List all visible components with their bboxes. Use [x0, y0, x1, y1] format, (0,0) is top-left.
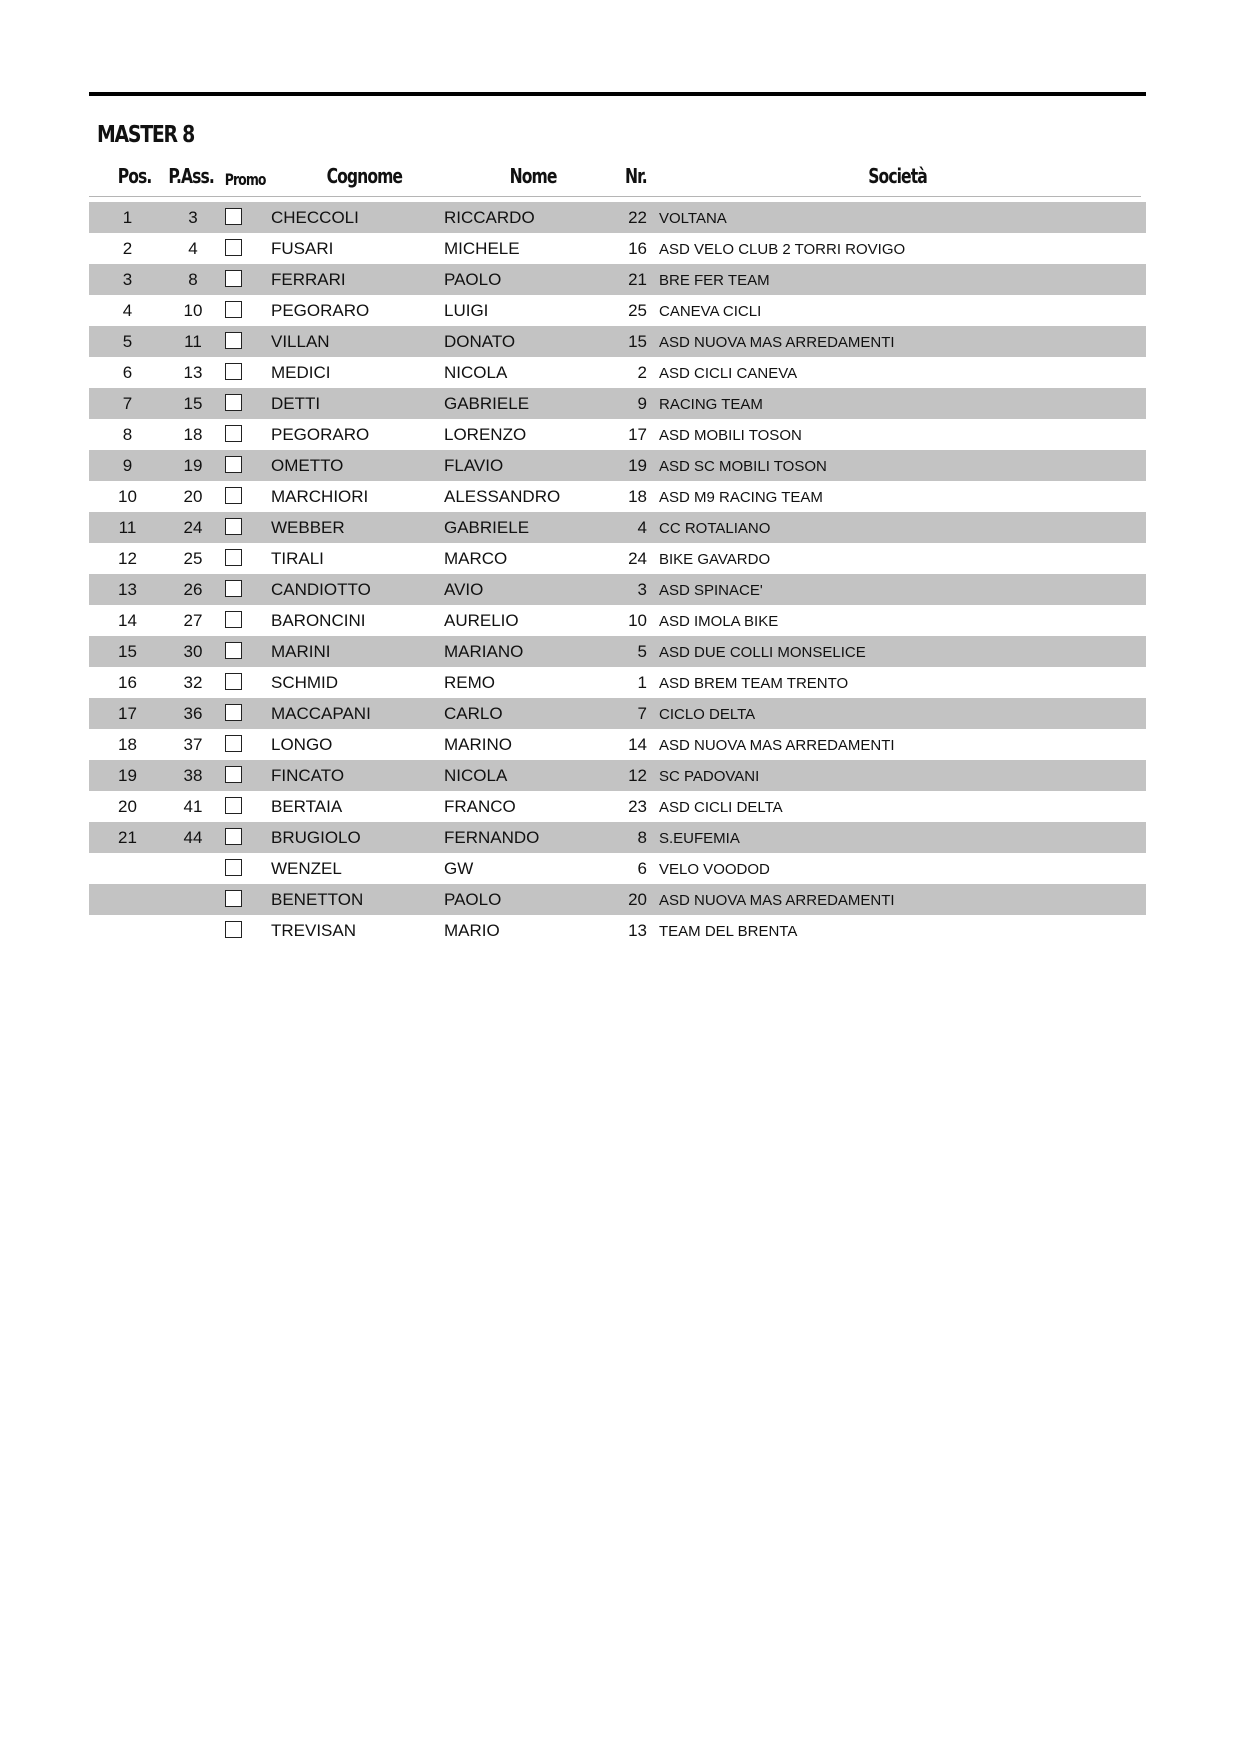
promo-checkbox[interactable]: [225, 580, 242, 597]
pos-cell: 14: [118, 611, 137, 630]
pos-cell: 13: [118, 580, 137, 599]
pass-cell: 25: [183, 549, 203, 568]
pass-cell: 19: [183, 456, 203, 475]
nome-cell: MICHELE: [444, 239, 520, 258]
societa-cell: ASD NUOVA MAS ARREDAMENTI: [659, 892, 895, 909]
nr-cell: 20: [628, 890, 647, 909]
nome-cell: MARCO: [444, 549, 508, 568]
table-row: [89, 264, 1146, 295]
nr-cell: 9: [637, 394, 647, 413]
nome-cell: AURELIO: [444, 611, 519, 630]
promo-checkbox[interactable]: [225, 518, 242, 535]
promo-checkbox[interactable]: [225, 456, 242, 473]
societa-cell: BIKE GAVARDO: [659, 551, 771, 568]
nome-cell: NICOLA: [444, 766, 508, 785]
promo-checkbox[interactable]: [225, 270, 242, 287]
societa-cell: ASD NUOVA MAS ARREDAMENTI: [659, 334, 895, 351]
societa-cell: ASD M9 RACING TEAM: [659, 489, 823, 506]
nome-cell: LORENZO: [444, 425, 527, 444]
pass-cell: 38: [183, 766, 203, 785]
nr-cell: 3: [637, 580, 647, 599]
societa-cell: ASD IMOLA BIKE: [659, 613, 779, 630]
nr-cell: 23: [628, 797, 647, 816]
promo-checkbox[interactable]: [225, 332, 242, 349]
promo-checkbox[interactable]: [225, 487, 242, 504]
societa-cell: ASD NUOVA MAS ARREDAMENTI: [659, 737, 895, 754]
nr-cell: 24: [628, 549, 647, 568]
promo-checkbox[interactable]: [225, 301, 242, 318]
cognome-cell: OMETTO: [271, 456, 344, 475]
societa-cell: RACING TEAM: [659, 396, 763, 413]
cognome-cell: BRUGIOLO: [271, 828, 361, 847]
header-nr: Nr.: [625, 164, 647, 188]
nome-cell: NICOLA: [444, 363, 508, 382]
pos-cell: 9: [122, 456, 133, 475]
pass-cell: 11: [184, 332, 202, 351]
cognome-cell: CANDIOTTO: [271, 580, 371, 599]
societa-cell: ASD DUE COLLI MONSELICE: [659, 644, 866, 661]
cognome-cell: SCHMID: [271, 673, 339, 692]
promo-checkbox[interactable]: [225, 673, 242, 690]
nr-cell: 19: [628, 456, 647, 475]
table-row: [89, 636, 1146, 667]
pass-cell: 26: [183, 580, 203, 599]
pos-cell: 7: [122, 394, 133, 413]
table-row: [89, 760, 1146, 791]
pos-cell: 8: [122, 425, 133, 444]
nome-cell: FERNANDO: [444, 828, 540, 847]
table-row: [89, 605, 1146, 636]
header-promo: Promo: [224, 170, 266, 189]
nome-cell: RICCARDO: [444, 208, 535, 227]
table-row: [89, 574, 1146, 605]
pos-cell: 1: [122, 208, 133, 227]
table-row: [89, 543, 1146, 574]
pos-cell: 19: [118, 766, 137, 785]
results-table: [89, 202, 1146, 946]
top-rule: [89, 92, 1146, 96]
header-pos: Pos.: [117, 164, 152, 188]
societa-cell: CANEVA CICLI: [659, 303, 762, 320]
cognome-cell: PEGORARO: [271, 425, 370, 444]
nr-cell: 18: [628, 487, 647, 506]
nome-cell: PAOLO: [444, 890, 502, 909]
cognome-cell: WEBBER: [271, 518, 345, 537]
nr-cell: 22: [628, 208, 647, 227]
societa-cell: VELO VOODOD: [659, 861, 770, 878]
table-row: [89, 388, 1146, 419]
nome-cell: PAOLO: [444, 270, 502, 289]
pass-cell: 27: [183, 611, 203, 630]
nome-cell: FLAVIO: [444, 456, 504, 475]
nome-cell: LUIGI: [444, 301, 489, 320]
societa-cell: ASD CICLI CANEVA: [659, 365, 798, 382]
pos-cell: 12: [118, 549, 137, 568]
pos-cell: 6: [122, 363, 133, 382]
pass-cell: 41: [183, 797, 203, 816]
pass-cell: 15: [183, 394, 203, 413]
promo-checkbox[interactable]: [225, 766, 242, 783]
cognome-cell: FUSARI: [271, 239, 334, 258]
pass-cell: 44: [183, 828, 203, 847]
societa-cell: SC PADOVANI: [659, 768, 760, 785]
promo-checkbox[interactable]: [225, 208, 242, 225]
pos-cell: 3: [122, 270, 133, 289]
table-row: [89, 915, 1146, 946]
nome-cell: GABRIELE: [444, 518, 530, 537]
nr-cell: 15: [628, 332, 647, 351]
promo-checkbox[interactable]: [225, 363, 242, 380]
societa-cell: BRE FER TEAM: [659, 272, 770, 289]
cognome-cell: DETTI: [271, 394, 321, 413]
header-societa: Società: [868, 164, 927, 188]
cognome-cell: FINCATO: [271, 766, 345, 785]
nr-cell: 8: [637, 828, 647, 847]
societa-cell: ASD SPINACE': [659, 582, 763, 599]
pass-cell: 10: [183, 301, 203, 320]
nr-cell: 4: [637, 518, 647, 537]
nome-cell: REMO: [444, 673, 495, 692]
societa-cell: TEAM DEL BRENTA: [659, 923, 798, 940]
nr-cell: 10: [628, 611, 647, 630]
nr-cell: 5: [637, 642, 647, 661]
pos-cell: 5: [122, 332, 133, 351]
table-row: [89, 853, 1146, 884]
promo-checkbox[interactable]: [225, 549, 242, 566]
nome-cell: CARLO: [444, 704, 503, 723]
pos-cell: 4: [122, 301, 133, 320]
promo-checkbox[interactable]: [225, 735, 242, 752]
nome-cell: MARINO: [444, 735, 512, 754]
nr-cell: 1: [637, 673, 647, 692]
cognome-cell: MEDICI: [271, 363, 331, 382]
promo-checkbox[interactable]: [225, 704, 242, 721]
cognome-cell: TREVISAN: [271, 921, 357, 940]
nr-cell: 16: [628, 239, 647, 258]
cognome-cell: MARINI: [271, 642, 331, 661]
table-row: [89, 233, 1146, 264]
nr-cell: 17: [628, 425, 647, 444]
table-row: [89, 512, 1146, 543]
nr-cell: 7: [637, 704, 647, 723]
header-nome: Nome: [509, 164, 557, 188]
pass-cell: 32: [183, 673, 203, 692]
pos-cell: 17: [118, 704, 137, 723]
table-row: [89, 698, 1146, 729]
header-rule: [89, 196, 1141, 197]
pass-cell: 4: [188, 239, 198, 258]
promo-checkbox[interactable]: [225, 828, 242, 845]
nome-cell: MARIANO: [444, 642, 524, 661]
table-row: [89, 326, 1146, 357]
nr-cell: 13: [628, 921, 647, 940]
nome-cell: GW: [444, 859, 474, 878]
cognome-cell: BARONCINI: [271, 611, 366, 630]
pos-cell: 2: [122, 239, 133, 258]
societa-cell: S.EUFEMIA: [659, 830, 740, 847]
cognome-cell: MACCAPANI: [271, 704, 371, 723]
table-row: [89, 822, 1146, 853]
table-row: [89, 884, 1146, 915]
category-title: MASTER 8: [97, 122, 195, 148]
nome-cell: MARIO: [444, 921, 500, 940]
pos-cell: 15: [118, 642, 137, 661]
promo-checkbox[interactable]: [225, 890, 242, 907]
pass-cell: 13: [183, 363, 203, 382]
nome-cell: GABRIELE: [444, 394, 530, 413]
pos-cell: 11: [118, 518, 137, 537]
nome-cell: AVIO: [444, 580, 484, 599]
societa-cell: VOLTANA: [659, 210, 727, 227]
pos-cell: 20: [118, 797, 137, 816]
cognome-cell: LONGO: [271, 735, 333, 754]
table-row: [89, 419, 1146, 450]
table-row: [89, 450, 1146, 481]
pass-cell: 8: [188, 270, 198, 289]
table-row: [89, 791, 1146, 822]
table-row: [89, 202, 1146, 233]
pass-cell: 24: [183, 518, 203, 537]
cognome-cell: BENETTON: [271, 890, 364, 909]
pass-cell: 37: [183, 735, 203, 754]
pass-cell: 36: [183, 704, 203, 723]
pos-cell: 16: [118, 673, 137, 692]
pass-cell: 18: [183, 425, 203, 444]
nr-cell: 25: [628, 301, 647, 320]
cognome-cell: MARCHIORI: [271, 487, 369, 506]
promo-checkbox[interactable]: [225, 921, 242, 938]
pos-cell: 10: [118, 487, 137, 506]
societa-cell: ASD BREM TEAM TRENTO: [659, 675, 849, 692]
table-row: [89, 481, 1146, 512]
societa-cell: CC ROTALIANO: [659, 520, 771, 537]
cognome-cell: FERRARI: [271, 270, 346, 289]
pos-cell: 18: [118, 735, 137, 754]
promo-checkbox[interactable]: [225, 859, 242, 876]
table-row: [89, 295, 1146, 326]
nr-cell: 21: [628, 270, 647, 289]
cognome-cell: CHECCOLI: [271, 208, 359, 227]
nr-cell: 14: [628, 735, 647, 754]
societa-cell: ASD SC MOBILI TOSON: [659, 458, 827, 475]
nome-cell: FRANCO: [444, 797, 516, 816]
pass-cell: 30: [183, 642, 203, 661]
header-cognome: Cognome: [326, 164, 403, 188]
societa-cell: ASD MOBILI TOSON: [659, 427, 802, 444]
table-row: [89, 357, 1146, 388]
table-row: [89, 729, 1146, 760]
cognome-cell: PEGORARO: [271, 301, 370, 320]
pass-cell: 20: [183, 487, 203, 506]
nome-cell: DONATO: [444, 332, 516, 351]
nr-cell: 2: [637, 363, 647, 382]
promo-checkbox[interactable]: [225, 611, 242, 628]
promo-checkbox[interactable]: [225, 642, 242, 659]
societa-cell: ASD VELO CLUB 2 TORRI ROVIGO: [659, 241, 906, 258]
promo-checkbox[interactable]: [225, 425, 242, 442]
nr-cell: 12: [628, 766, 647, 785]
table-row: [89, 667, 1146, 698]
nr-cell: 6: [637, 859, 647, 878]
promo-checkbox[interactable]: [225, 394, 242, 411]
cognome-cell: TIRALI: [271, 549, 324, 568]
societa-cell: CICLO DELTA: [659, 706, 756, 723]
cognome-cell: VILLAN: [271, 332, 330, 351]
promo-checkbox[interactable]: [225, 239, 242, 256]
header-pass: P.Ass.: [168, 164, 214, 188]
cognome-cell: WENZEL: [271, 859, 342, 878]
promo-checkbox[interactable]: [225, 797, 242, 814]
nome-cell: ALESSANDRO: [444, 487, 561, 506]
societa-cell: ASD CICLI DELTA: [659, 799, 783, 816]
cognome-cell: BERTAIA: [271, 797, 343, 816]
pass-cell: 3: [188, 208, 198, 227]
pos-cell: 21: [118, 828, 137, 847]
